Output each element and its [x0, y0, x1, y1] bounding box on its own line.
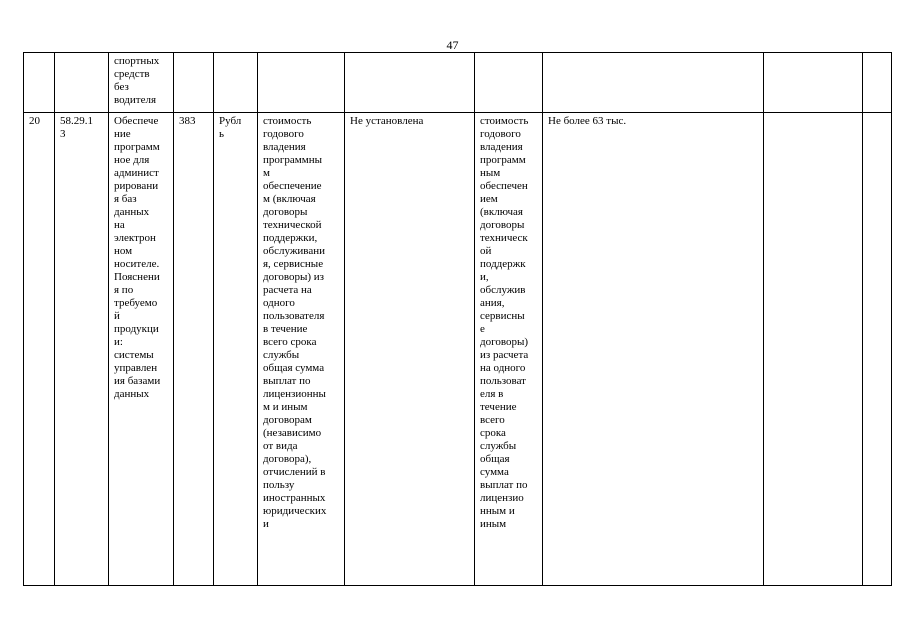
- extra-cell: [863, 113, 892, 586]
- requirement-value-cell: Не установлена: [345, 113, 475, 586]
- page-number: 47: [446, 38, 459, 52]
- row-number-cell: 20: [24, 113, 55, 586]
- extra-cell: [764, 53, 863, 113]
- product-name-cell: спортных средств без водителя: [109, 53, 174, 113]
- requirement-value-cell: [543, 53, 764, 113]
- characteristic-cell: [258, 53, 345, 113]
- okei-code-cell: [174, 53, 214, 113]
- okei-code-cell: 383: [174, 113, 214, 586]
- requirement-value-cell: Не более 63 тыс.: [543, 113, 764, 586]
- table-row: [24, 53, 892, 113]
- product-name-cell: Обеспече ние программ ное для админист рировани я баз данных на электрон ном носителе. Пояснени я по требуемо й продукци и: системы управлен ия базами данных: [109, 113, 174, 586]
- characteristic-cell: стоимость годового владения программ ным обеспечен ием (включая договоры техническ ой поддержк и, обслужив ания, сервисны е договоры) из расчета на одного пользоват еля в течение всего срока службы общая сумма выплат по лицензио нным и иным: [475, 113, 543, 586]
- extra-cell: [764, 113, 863, 586]
- table-row: [24, 113, 892, 586]
- requirement-value-cell: [345, 53, 475, 113]
- okpd2-code-cell: [55, 53, 109, 113]
- unit-name-cell: [214, 53, 258, 113]
- extra-cell: [863, 53, 892, 113]
- unit-name-cell: Рубл ь: [214, 113, 258, 586]
- characteristic-cell: [475, 53, 543, 113]
- procurement-requirements-table: [23, 52, 892, 586]
- row-number-cell: [24, 53, 55, 113]
- characteristic-cell: стоимость годового владения программны м обеспечение м (включая договоры технической поддержки, обслуживани я, сервисные договоры) из расчета на одного пользователя в течение всего срока службы общая сумма выплат по лицензионны м и иным договорам (независимо от вида договора), отчислений в пользу иностранных юридических и: [258, 113, 345, 586]
- okpd2-code-cell: 58.29.1 3: [55, 113, 109, 586]
